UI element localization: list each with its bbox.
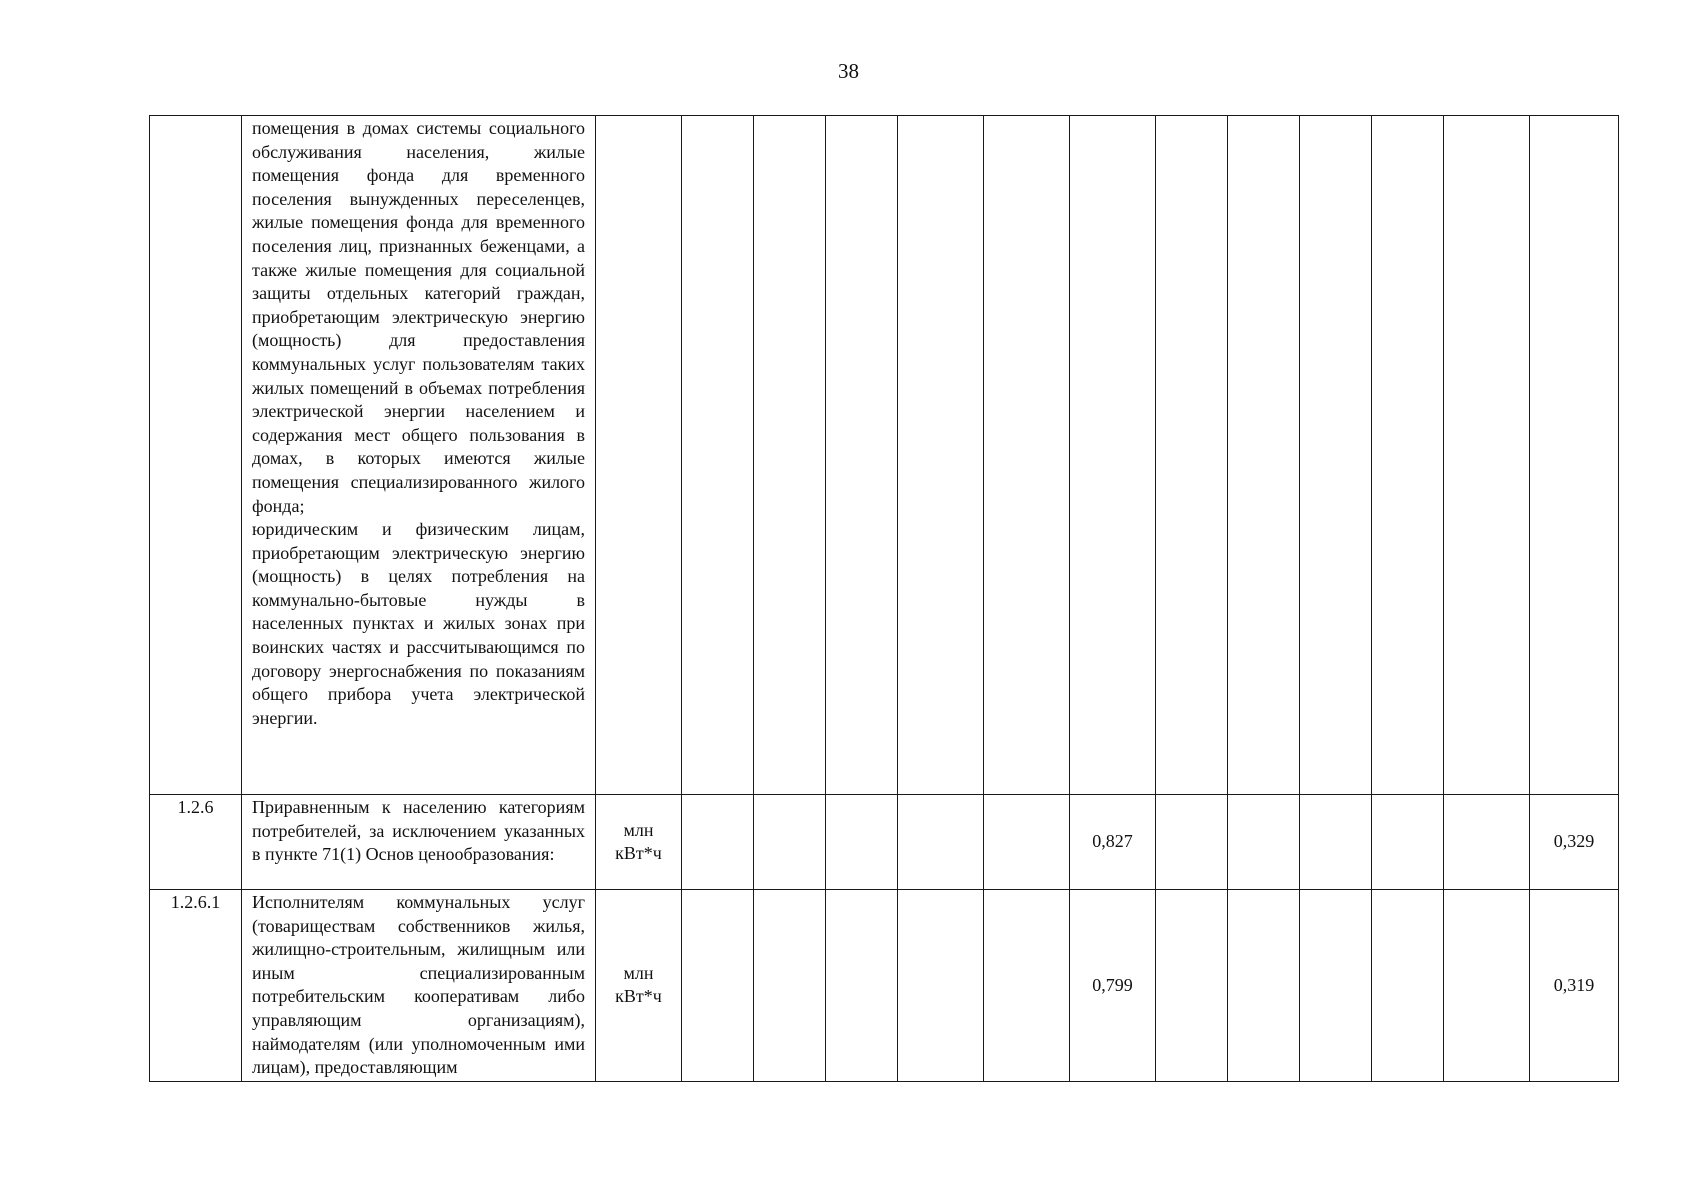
- unit-cell: [596, 116, 682, 795]
- value-cell: [1372, 116, 1444, 795]
- value-cell: [898, 116, 984, 795]
- value-cell: [682, 890, 754, 1082]
- value-cell: [1228, 890, 1300, 1082]
- value-cell: [1300, 795, 1372, 890]
- table-row: [150, 890, 1619, 1082]
- row-description: [242, 116, 596, 795]
- value-cell: [984, 795, 1070, 890]
- value-cell: [682, 116, 754, 795]
- table-row: [150, 795, 1619, 890]
- unit-cell: [596, 795, 682, 890]
- value-cell: [1300, 890, 1372, 1082]
- value-cell: [754, 890, 826, 1082]
- value-cell: 0,799: [1070, 890, 1156, 1082]
- value-cell: [1530, 116, 1619, 795]
- description-paragraph: помещения в домах системы социального обслуживания населения, жилые помещения фонда для временного поселения вынужденных переселенцев, жилые помещения фонда для временного поселения лиц, признанных беженцами, а также жилые помещения для социальной защиты отдельных категорий граждан, приобретающим электрическую энергию (мощность) для предоставления коммунальных услуг пользователям таких жилых помещений в объемах потребления электрической энергии населением и содержания мест общего пользования в домах, в которых имеются жилые помещения специализированного жилого фонда;: [252, 118, 585, 516]
- page-number: 38: [838, 59, 859, 83]
- value-cell: 0,827: [1070, 795, 1156, 890]
- unit-line: кВт*ч: [615, 986, 662, 1007]
- value-cell: [898, 795, 984, 890]
- unit-line: млн: [623, 963, 654, 984]
- value-cell: [1228, 116, 1300, 795]
- tariff-table: [149, 115, 1619, 1082]
- value-cell: [984, 890, 1070, 1082]
- value-cell: [682, 795, 754, 890]
- value-cell: [1444, 795, 1530, 890]
- row-number: 1.2.6: [150, 795, 242, 890]
- value-cell: [754, 116, 826, 795]
- row-description: [242, 795, 596, 890]
- value-cell: [1228, 795, 1300, 890]
- unit-line: кВт*ч: [615, 843, 662, 863]
- value-cell: [984, 116, 1070, 795]
- value-cell: [826, 890, 898, 1082]
- value-cell: [1300, 116, 1372, 795]
- value-cell: [826, 795, 898, 890]
- description-paragraph: Исполнителям коммунальных услуг (товариществам собственников жилья, жилищно-строительным, жилищным или иным специализированным потребительским кооперативам либо управляющим организациям), наймодателям (или уполномоченным ими лицам), предоставляющим: [252, 892, 585, 1078]
- row-number: [150, 116, 242, 795]
- unit-cell: [596, 890, 682, 1082]
- unit-line: млн: [623, 820, 654, 840]
- description-paragraph: Приравненным к населению категориям потребителей, за исключением указанных в пункте 71(1) Основ ценообразования:: [252, 797, 585, 865]
- value-cell: 0,329: [1530, 795, 1619, 890]
- value-cell: [1156, 795, 1228, 890]
- value-cell: [1156, 116, 1228, 795]
- value-cell: [898, 890, 984, 1082]
- value-cell: [826, 116, 898, 795]
- value-cell: [1156, 890, 1228, 1082]
- table-row: [150, 116, 1619, 795]
- value-cell: [754, 795, 826, 890]
- description-paragraph: юридическим и физическим лицам, приобретающим электрическую энергию (мощность) в целях потребления на коммунально-бытовые нужды в населенных пунктах и жилых зонах при воинских частях и рассчитывающимся по договору энергоснабжения по показаниям общего прибора учета электрической энергии.: [252, 519, 585, 728]
- value-cell: 0,319: [1530, 890, 1619, 1082]
- row-number: 1.2.6.1: [150, 890, 242, 1082]
- value-cell: [1444, 890, 1530, 1082]
- value-cell: [1372, 795, 1444, 890]
- value-cell: [1372, 890, 1444, 1082]
- value-cell: [1444, 116, 1530, 795]
- value-cell: [1070, 116, 1156, 795]
- row-description: [242, 890, 596, 1082]
